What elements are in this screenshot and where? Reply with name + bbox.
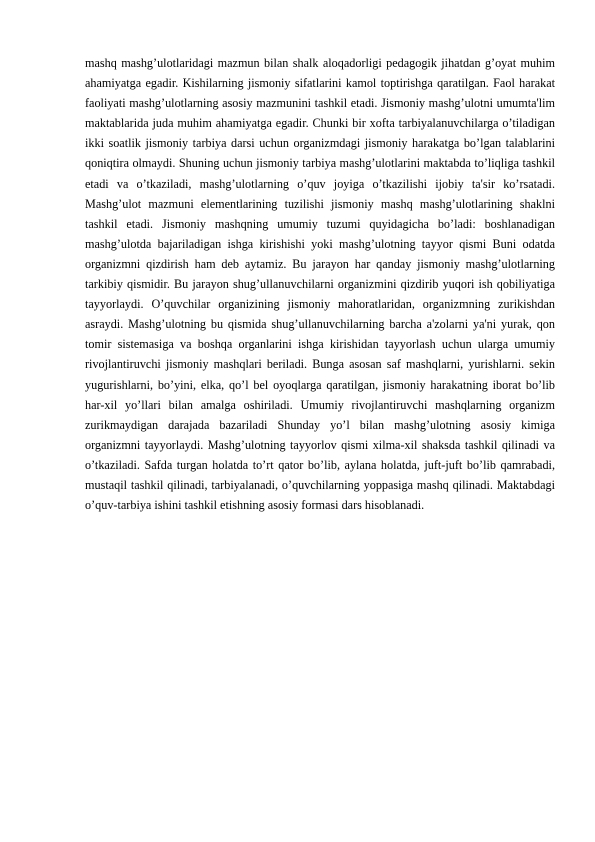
body-paragraph: mashq mashg’ulotlaridagi mazmun bilan shalk aloqadorligi pedagogik jihatdan g’oyat muhim ahamiyatga egadir. Kishilarning jismoniy sifatlarini kamol toptirishga qaratilgan. Faol harakat faoliyati mashg’ulotlarning asosiy mazmunini tashkil etadi. Jismoniy mashg’ulotni umumta'lim maktablarida juda muhim ahamiyatga egadir. Chunki bir xofta tarbiyalanuvchilarga o’tiladigan ikki soatlik jismoniy tarbiya darsi uchun organizmdagi jismoniy harakatga bo’lgan talablarini qoniqtira olmaydi. Shuning uchun jismoniy tarbiya mashg’ulotlarini maktabda to’liqliga tashkil etadi va o’tkaziladi, mashg’ulotlarning o’quv joyiga o’tkazilishi ijobiy ta'sir ko’rsatadi. Mashg’ulot mazmuni elementlarining tuzilishi jismoniy mashq mashg’ulotlarining shaklni tashkil etadi. Jismoniy mashqning umumiy tuzumi quyidagicha bo’ladi: boshlanadigan mashg’ulotda bajariladigan ishga kirishishi yoki mashg’ulotning tayyor qismi Buni odatda organizmni qizdirish ham deb aytamiz. Bu jarayon har qanday jismoniy mashg’ulotlarning tarkibiy qismidir. Bu jarayon shug’ullanuvchilarni organizmini qizdirib yuqori ish qobiliyatiga tayyorlaydi. O’quvchilar organizining jismoniy mahoratlaridan, organizmning zurikishdan asraydi. Mashg’ulotning bu qismida shug’ullanuvchilarning barcha a'zolarni ya'ni yurak, qon tomir sistemasiga va boshqa organlarini ishga kirishidan tayyorlash uchun ularga umumiy rivojlantiruvchi jismoniy mashqlari beriladi. Bunga asosan saf mashqlarni, yurishlarni. sekin yugurishlarni, bo’yini, elka, qo’l bel oyoqlarga qaratilgan, jismoniy harakatning iborat bo’lib har-xil yo’llari bilan amalga oshiriladi. Umumiy rivojlantiruvchi mashqlarning organizm zurikmaydigan darajada bazariladi Shunday yo’l bilan mashg’ulotning asosiy kimiga organizmni tayyorlaydi. Mashg’ulotning tayyorlov qismi xilma-xil shaksda tashkil qilinadi va o’tkaziladi. Safda turgan holatda to’rt qator bo’lib, aylana holatda, juft-juft bo’lib qamrabadi, mustaqil tashkil qilinadi, tarbiyalanadi, o’quvchilarning yoppasiga mashq qilinadi. Maktabdagi o’quv-tarbiya ishini tashkil etishning asosiy formasi dars hisoblanadi.: [85, 56, 555, 513]
body-text-block: [85, 53, 555, 515]
